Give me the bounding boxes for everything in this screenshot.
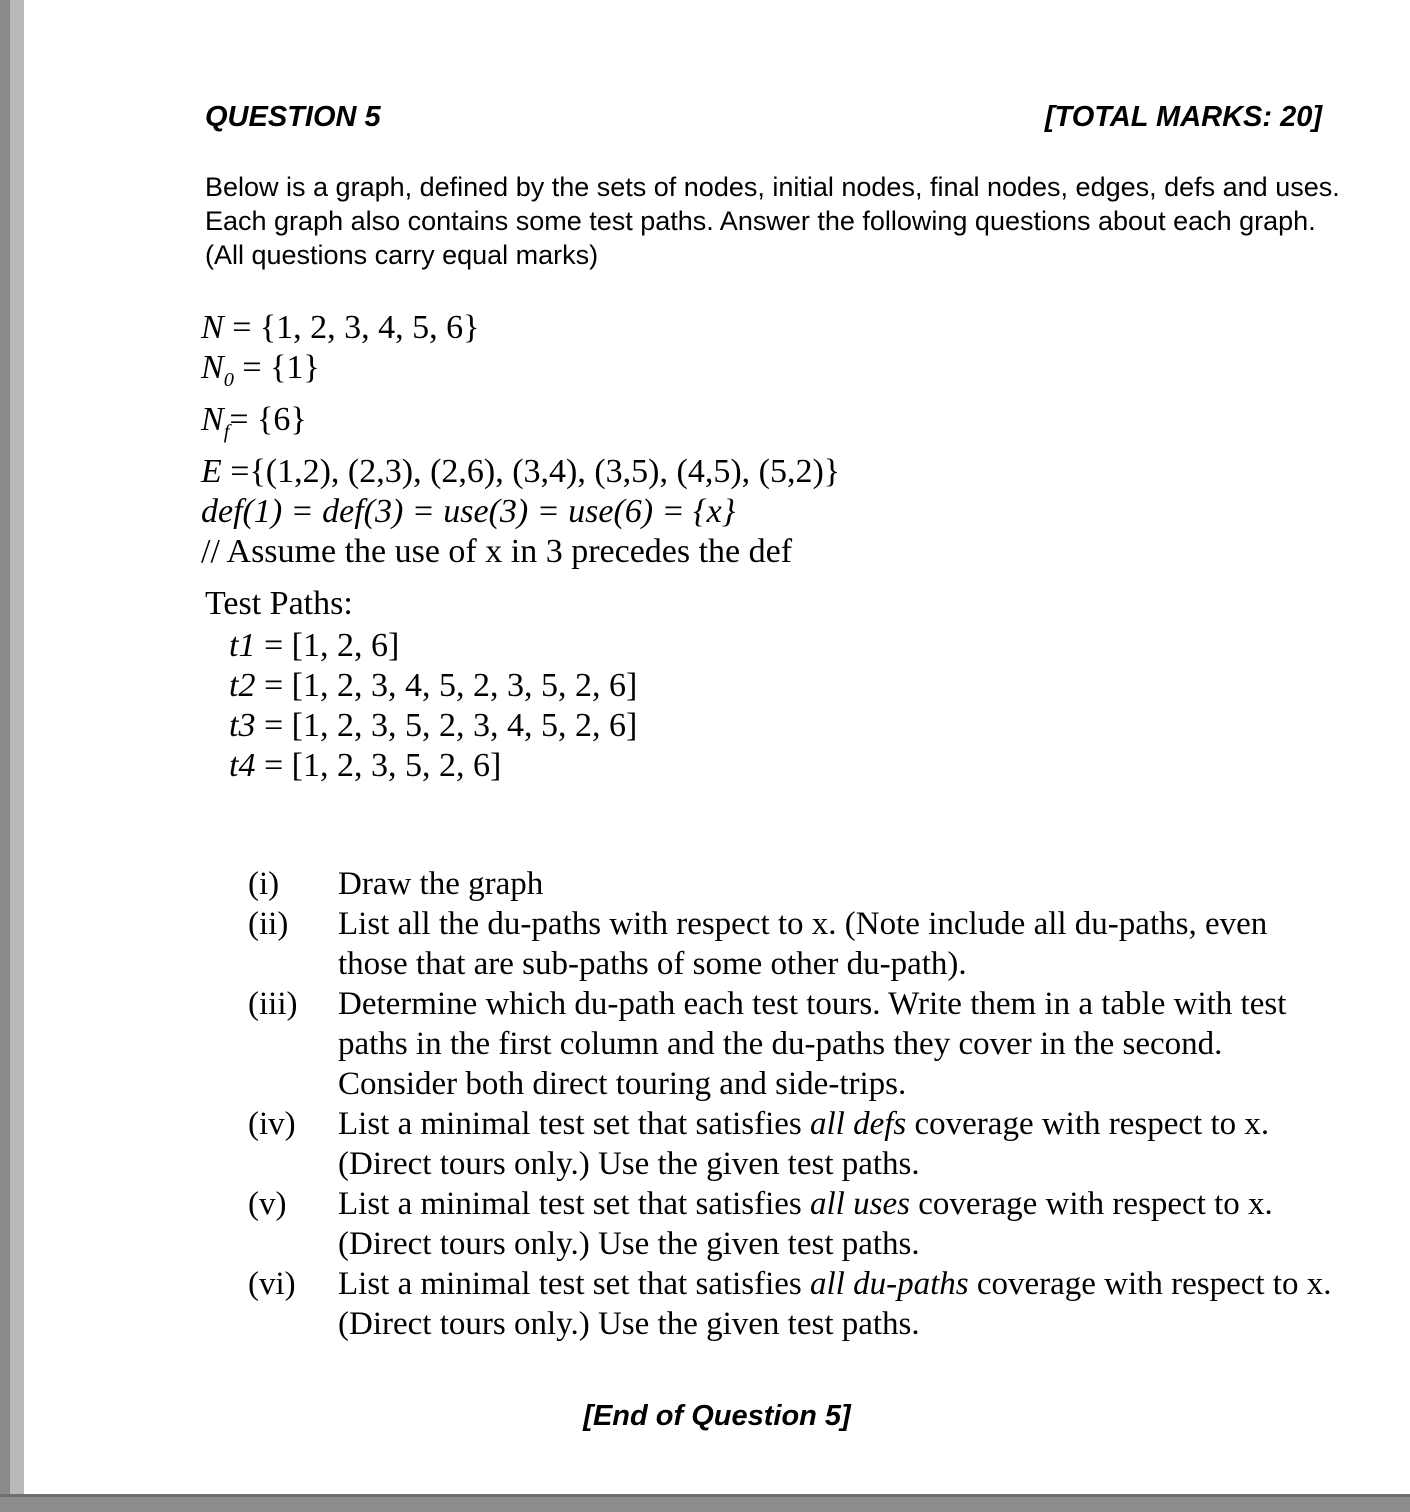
- question-text: Draw the graph: [338, 866, 544, 902]
- question-item: [248, 904, 1338, 984]
- question-text: List a minimal test set that satisfies all defs coverage with respect to x. (Direct tours only.) Use the given test paths.: [338, 1106, 1270, 1182]
- question-number: (iv): [248, 1106, 296, 1142]
- test-paths-list: [229, 626, 637, 786]
- question-title: QUESTION 5: [205, 101, 381, 133]
- question-number: (vi): [248, 1266, 296, 1302]
- question-number: (v): [248, 1186, 287, 1222]
- end-of-question: [End of Question 5]: [583, 1400, 851, 1432]
- total-marks: [TOTAL MARKS: 20]: [1044, 101, 1322, 133]
- assumption-comment: // Assume the use of x in 3 precedes the def: [201, 532, 793, 570]
- test-paths-title: Test Paths:: [205, 585, 353, 622]
- question-number: (ii): [248, 906, 289, 942]
- question-text: List all the du-paths with respect to x. (Note include all du-paths, even those that are sub-paths of some other du-path).: [338, 906, 1268, 982]
- edges-set: E ={(1,2), (2,3), (2,6), (3,4), (3,5), (4,5), (5,2)}: [201, 452, 841, 490]
- intro-paragraph: Below is a graph, defined by the sets of nodes, initial nodes, final nodes, edges, defs and uses. Each graph also contains some test paths. Answer the following questions about each graph. (All questions carry equal marks): [205, 172, 1340, 270]
- question-text: List a minimal test set that satisfies all uses coverage with respect to x. (Direct tours only.) Use the given test paths.: [338, 1186, 1273, 1262]
- final-nodes: $N_f= \{6\}$: [201, 400, 307, 443]
- question-list: [248, 864, 1338, 1344]
- graph-definition: [201, 308, 840, 572]
- initial-nodes: $N_0 = \{1\}$: [201, 349, 320, 391]
- question-number: (i): [248, 866, 280, 902]
- nodes-set: N = {1, 2, 3, 4, 5, 6}: [201, 309, 480, 346]
- question-number: (iii): [248, 986, 298, 1022]
- question-item: [248, 984, 1338, 1104]
- test-path: t2 = [1, 2, 3, 4, 5, 2, 3, 5, 2, 6]: [229, 667, 638, 704]
- window-left-edge-inner: [10, 0, 24, 1512]
- def-use-set: def(1) = def(3) = use(3) = use(6) = {x}: [201, 492, 736, 530]
- question-item: [248, 1184, 1338, 1264]
- question-item: [248, 864, 1338, 904]
- test-path: t3 = [1, 2, 3, 5, 2, 3, 4, 5, 2, 6]: [229, 707, 638, 744]
- window-bottom-divider: [0, 1494, 1410, 1497]
- test-path: t4 = [1, 2, 3, 5, 2, 6]: [229, 747, 502, 784]
- document-page: [24, 0, 1410, 1494]
- question-text: Determine which du-path each test tours. Write them in a table with test paths in the first column and the du-paths they cover in the second. Consider both direct touring and side-trips.: [338, 986, 1287, 1102]
- test-path: t1 = [1, 2, 6]: [229, 627, 400, 664]
- question-item: [248, 1104, 1338, 1184]
- question-item: [248, 1264, 1338, 1344]
- question-text: List a minimal test set that satisfies all du-paths coverage with respect to x. (Direct tours only.) Use the given test paths.: [338, 1266, 1332, 1342]
